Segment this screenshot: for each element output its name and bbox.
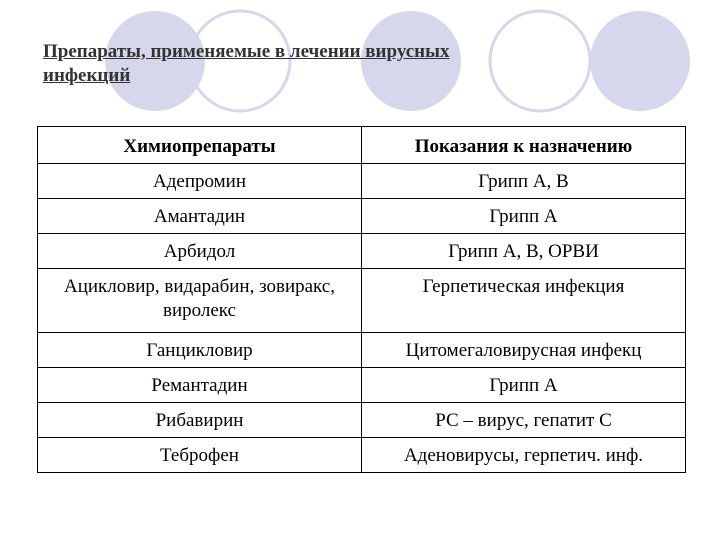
decor-circle-filled	[590, 11, 690, 111]
indication-cell: Грипп А, В, ОРВИ	[362, 234, 686, 269]
table-row	[38, 368, 686, 403]
header-indications: Показания к назначению	[362, 127, 686, 164]
table-row	[38, 234, 686, 269]
slide-title-line-2: инфекций	[43, 65, 131, 86]
drug-cell: Рибавирин	[38, 403, 362, 438]
drug-cell: Ремантадин	[38, 368, 362, 403]
drugs-table	[37, 126, 686, 473]
drug-cell: Адепромин	[38, 164, 362, 199]
indication-cell: Аденовирусы, герпетич. инф.	[362, 438, 686, 473]
table-row	[38, 333, 686, 368]
drug-cell: Ацикловир, видарабин, зовиракс, виролекс	[38, 269, 362, 333]
drug-cell: Ганцикловир	[38, 333, 362, 368]
table-row	[38, 269, 686, 333]
drug-cell: Амантадин	[38, 199, 362, 234]
drug-cell: Арбидол	[38, 234, 362, 269]
slide-title-line-1: Препараты, применяемые в лечении вирусных	[43, 41, 450, 62]
indication-cell: РС – вирус, гепатит С	[362, 403, 686, 438]
indication-cell: Герпетическая инфекция	[362, 269, 686, 333]
indication-cell: Цитомегаловирусная инфекц	[362, 333, 686, 368]
table-row	[38, 438, 686, 473]
drug-cell: Теброфен	[38, 438, 362, 473]
header-drugs: Химиопрепараты	[38, 127, 362, 164]
indication-cell: Грипп А, В	[362, 164, 686, 199]
indication-cell: Грипп А	[362, 368, 686, 403]
slide-title	[43, 40, 603, 88]
indication-cell: Грипп А	[362, 199, 686, 234]
table-header-row	[38, 127, 686, 164]
table-row	[38, 199, 686, 234]
table-row	[38, 403, 686, 438]
table-row	[38, 164, 686, 199]
